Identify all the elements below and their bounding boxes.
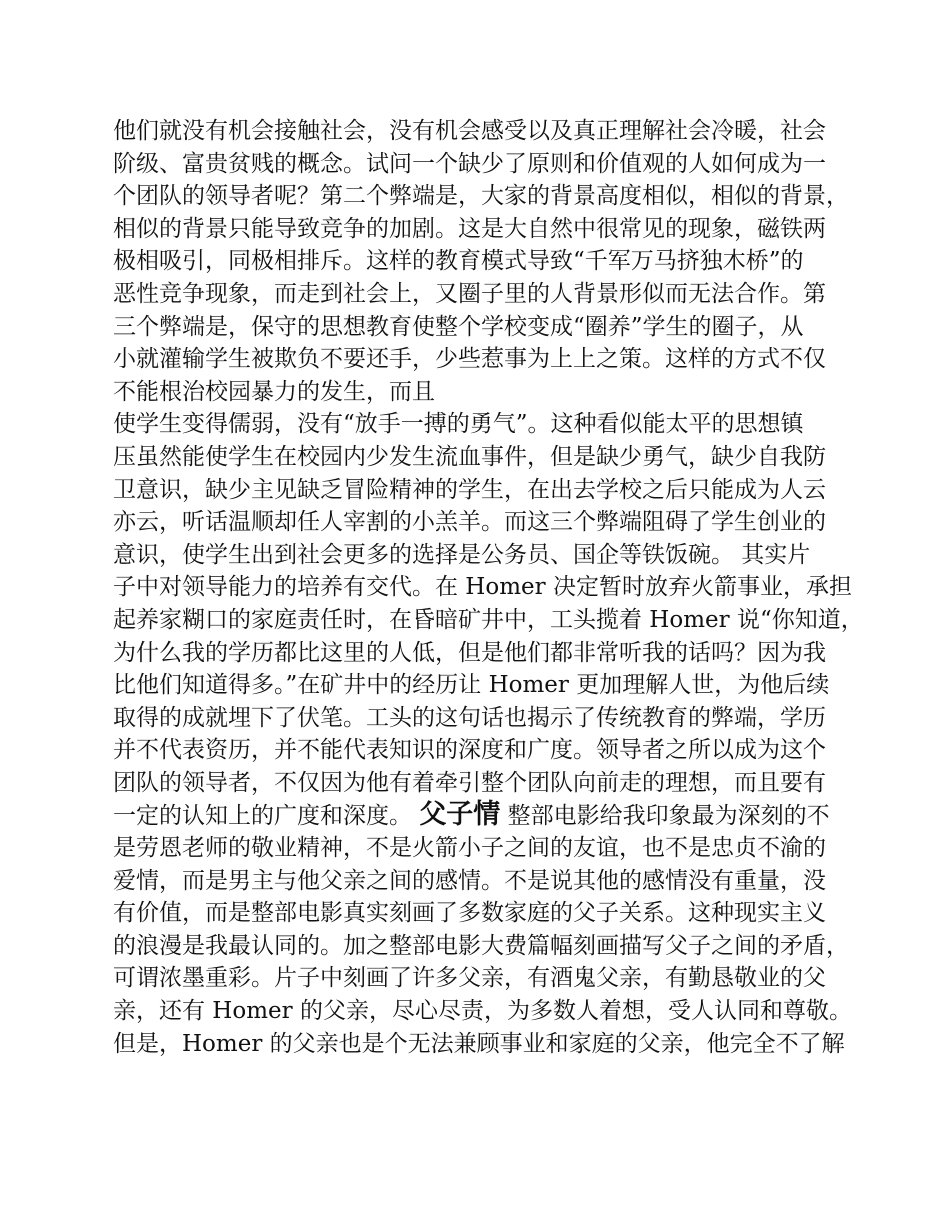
text-line: 个团队的领导者呢？第二个弊端是，大家的背景高度相似，相似的背景， <box>113 183 849 210</box>
text-line: 是劳恩老师的敬业精神，不是火箭小子之间的友谊，也不是忠贞不渝的 <box>113 835 826 862</box>
text-line: 亦云，听话温顺却任人宰割的小羔羊。而这三个弊端阻碍了学生创业的 <box>113 509 826 536</box>
paragraph-lines-after-heading <box>113 832 853 1060</box>
text-line: 有价值，而是整部电影真实刻画了多数家庭的父子关系。这种现实主义 <box>113 900 826 927</box>
text-line: 极相吸引，同极相排斥。这样的教育模式导致“千军万马挤独木桥”的 <box>113 248 804 275</box>
text-line: 爱情，而是男主与他父亲之间的感情。不是说其他的感情没有重量，没 <box>113 867 826 894</box>
text-line: 起养家糊口的家庭责任时，在昏暗矿井中，工头揽着 Homer 说“你知道， <box>113 606 864 633</box>
paragraph-lines-before-heading <box>113 115 864 799</box>
text-line: 团队的领导者，不仅因为他有着牵引整个团队向前走的理想，而且要有 <box>113 769 826 796</box>
text-line: 相似的背景只能导致竞争的加剧。这是大自然中很常见的现象，磁铁两 <box>113 215 826 242</box>
text-line: 为什么我的学历都比这里的人低，但是他们都非常听我的话吗？因为我 <box>113 639 826 666</box>
text-line: 小就灌输学生被欺负不要还手，少些惹事为上上之策。这样的方式不仅 <box>113 346 826 373</box>
text-line: 但是，Homer 的父亲也是个无法兼顾事业和家庭的父亲，他完全不了解 <box>113 1030 845 1057</box>
text-line: 卫意识，缺少主见缺乏冒险精神的学生，在出去学校之后只能成为人云 <box>113 476 826 503</box>
text-line: 可谓浓墨重彩。片子中刻画了许多父亲，有酒鬼父亲，有勤恳敬业的父 <box>113 965 826 992</box>
text-line: 使学生变得儒弱，没有“放手一搏的勇气”。这种看似能太平的思想镇 <box>113 411 804 438</box>
heading-line-lead: 一定的认知上的广度和深度。 <box>113 803 420 830</box>
text-line: 意识，使学生出到社会更多的选择是公务员、国企等铁饭碗。 其实片 <box>113 541 811 568</box>
text-line: 压虽然能使学生在校园内少发生流血事件，但是缺少勇气，缺少自我防 <box>113 443 826 470</box>
section-heading: 父子情 <box>419 799 501 831</box>
text-line: 并不代表资历，并不能代表知识的深度和广度。领导者之所以成为这个 <box>113 737 826 764</box>
text-line: 阶级、富贵贫贱的概念。试问一个缺少了原则和价值观的人如何成为一 <box>113 150 826 177</box>
text-line: 子中对领导能力的培养有交代。在 Homer 决定暂时放弃火箭事业，承担 <box>113 574 852 601</box>
text-line: 取得的成就埋下了伏笔。工头的这句话也揭示了传统教育的弊端，学历 <box>113 704 826 731</box>
text-line: 比他们知道得多。”在矿井中的经历让 Homer 更加理解人世，为他后续 <box>113 672 830 699</box>
text-line: 不能根治校园暴力的发生，而且 <box>113 378 435 405</box>
text-line: 的浪漫是我最认同的。加之整部电影大费篇幅刻画描写父子之间的矛盾， <box>113 932 849 959</box>
text-line: 恶性竞争现象，而走到社会上，又圈子里的人背景形似而无法合作。第 <box>113 280 826 307</box>
text-line-with-heading <box>113 799 853 832</box>
heading-line-trail: 整部电影给我印象最为深刻的不 <box>500 803 830 830</box>
text-line: 三个弊端是，保守的思想教育使整个学校变成“圈养”学生的圈子，从 <box>113 313 804 340</box>
body-text <box>113 115 864 1060</box>
text-line: 亲，还有 Homer 的父亲，尽心尽责，为多数人着想，受人认同和尊敬。 <box>113 998 852 1025</box>
text-line: 他们就没有机会接触社会，没有机会感受以及真正理解社会冷暖，社会 <box>113 118 826 144</box>
